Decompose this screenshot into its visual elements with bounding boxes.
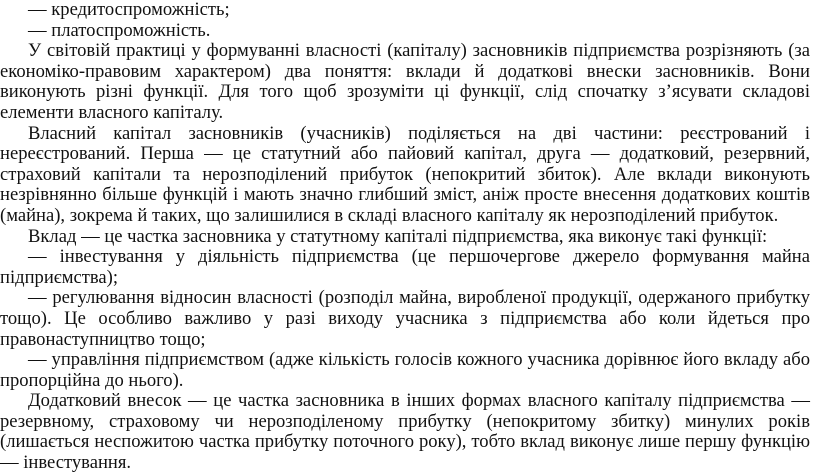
paragraph-world-practice: У світовій практиці у формуванні власності (капіталу) засновників підприємства розрізняють (за економіко-правовим характером) два поняття: вклади й додаткові внески засновників. Вони виконують різні функції. Для того щоб зрозуміти ці функції, слід спочатку з’ясувати складові елементи власного капіталу.: [0, 40, 810, 123]
list-item-ownership-regulation: — регулювання відносин власності (розподіл майна, виробленої продукції, одержаного прибутку тощо). Це особливо важливо у разі виходу учасника з підприємства або коли йдеться про правонаступництво тощо;: [0, 287, 810, 350]
list-item-creditworthiness: — кредитоспроможність;: [28, 0, 230, 20]
paragraph-contribution-definition: Вклад — це частка засновника у статутному капіталі підприємства, яка виконує такі функції:: [28, 225, 768, 247]
paragraph-additional-contribution: Додатковий внесок — це частка засновника в інших формах власного капіталу підприємства — резервному, страховому чи нерозподіленому прибутку (непокритому збитку) минулих років (лишається неспожитою частка прибутку поточного року), тобто вклад виконує лише першу функцію — інвестування.: [0, 390, 810, 474]
list-item-investment: — інвестування у діяльність підприємства (це першочергове джерело формування майна підприємства);: [0, 246, 810, 288]
list-item-management: — управління підприємством (адже кількість голосів кожного учасника дорівнює його вкладу або пропорційна до нього).: [0, 349, 810, 391]
paragraph-equity-capital: Власний капітал засновників (учасників) поділяється на дві частини: реєстрований і нереєстрований. Перша — це статутний або пайовий капітал, друга — додатковий, резервний, страховий капітали та нерозподілений прибуток (непокритий збиток). Але вклади виконують незрівнянно більше функцій і мають значно глибший зміст, аніж просте внесення додаткових коштів (майна), зокрема й таких, що залишилися в складі власного капіталу як нерозподілений прибуток.: [0, 122, 810, 226]
list-item-solvency: — платоспроможність.: [28, 19, 211, 41]
